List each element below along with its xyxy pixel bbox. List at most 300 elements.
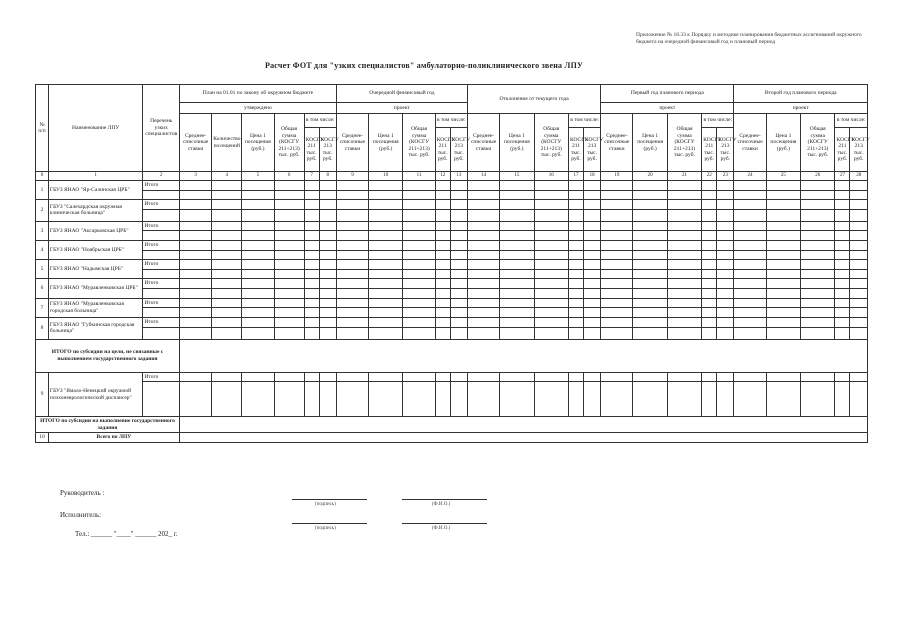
exec-fio-line bbox=[402, 523, 487, 524]
row-number: 8 bbox=[36, 318, 49, 340]
value-cell bbox=[242, 318, 274, 328]
value-cell bbox=[568, 298, 583, 308]
grand-total-values bbox=[179, 433, 867, 443]
value-cell bbox=[568, 250, 583, 260]
value-cell bbox=[583, 279, 600, 289]
value-cell bbox=[467, 260, 499, 270]
value-cell bbox=[450, 181, 467, 191]
value-cell bbox=[179, 372, 211, 382]
value-cell bbox=[450, 221, 467, 231]
value-cell bbox=[435, 221, 450, 231]
value-cell bbox=[435, 269, 450, 279]
value-cell bbox=[435, 382, 450, 417]
value-cell bbox=[583, 269, 600, 279]
value-cell bbox=[500, 382, 534, 417]
value-cell bbox=[500, 209, 534, 221]
column-number: 18 bbox=[583, 172, 600, 181]
value-cell bbox=[179, 298, 211, 308]
column-numbers-row bbox=[36, 172, 868, 181]
value-cell bbox=[336, 298, 368, 308]
value-cell bbox=[450, 372, 467, 382]
value-cell bbox=[450, 200, 467, 210]
value-cell bbox=[274, 327, 304, 339]
row-number: 2 bbox=[36, 200, 49, 222]
value-cell bbox=[143, 231, 180, 241]
exec-sign-caption: (подпись) bbox=[315, 526, 336, 531]
value-cell bbox=[734, 200, 766, 210]
value-cell bbox=[500, 240, 534, 250]
value-cell bbox=[667, 269, 701, 279]
value-cell bbox=[403, 372, 435, 382]
value-cell bbox=[601, 308, 633, 318]
value-cell bbox=[467, 269, 499, 279]
value-cell bbox=[242, 209, 274, 221]
value-cell bbox=[274, 250, 304, 260]
value-cell bbox=[435, 240, 450, 250]
header-rates: Среднее-списочные ставки bbox=[336, 114, 368, 172]
itogo-label: Итого bbox=[143, 318, 180, 328]
value-cell bbox=[336, 269, 368, 279]
value-cell bbox=[717, 200, 734, 210]
value-cell bbox=[369, 190, 403, 200]
value-cell bbox=[336, 318, 368, 328]
value-cell bbox=[801, 372, 835, 382]
value-cell bbox=[633, 250, 667, 260]
value-cell bbox=[734, 372, 766, 382]
value-cell bbox=[274, 298, 304, 308]
value-cell bbox=[801, 298, 835, 308]
table-row bbox=[36, 190, 868, 200]
value-cell bbox=[702, 269, 717, 279]
column-number: 28 bbox=[850, 172, 868, 181]
value-cell bbox=[450, 260, 467, 270]
itogo-label: Итого bbox=[143, 298, 180, 308]
value-cell bbox=[702, 279, 717, 289]
column-number: 17 bbox=[568, 172, 583, 181]
header-price: Цена 1 посещения (руб.) bbox=[633, 114, 667, 172]
institution-name: ГБУЗ ЯНАО "Надымская ЦРБ" bbox=[48, 260, 143, 279]
table-row bbox=[36, 181, 868, 191]
value-cell bbox=[274, 240, 304, 250]
value-cell bbox=[212, 382, 242, 417]
value-cell bbox=[304, 382, 319, 417]
itogo-label: Итого bbox=[143, 221, 180, 231]
table-row bbox=[36, 372, 868, 382]
value-cell bbox=[336, 327, 368, 339]
value-cell bbox=[450, 327, 467, 339]
value-cell bbox=[304, 190, 319, 200]
value-cell bbox=[319, 181, 336, 191]
value-cell bbox=[369, 269, 403, 279]
header-cosgu213: КОСГУ 213 тыс. руб. bbox=[850, 128, 868, 172]
head-label: Руководитель : bbox=[60, 489, 105, 497]
value-cell bbox=[369, 260, 403, 270]
value-cell bbox=[467, 200, 499, 210]
value-cell bbox=[403, 327, 435, 339]
value-cell bbox=[766, 240, 800, 250]
value-cell bbox=[274, 269, 304, 279]
value-cell bbox=[702, 240, 717, 250]
header-cosgu211: КОСГУ 211 тыс. руб. bbox=[702, 128, 717, 172]
value-cell bbox=[319, 298, 336, 308]
value-cell bbox=[717, 190, 734, 200]
value-cell bbox=[403, 240, 435, 250]
value-cell bbox=[242, 288, 274, 298]
value-cell bbox=[702, 190, 717, 200]
value-cell bbox=[336, 240, 368, 250]
header-deviation: Отклонение от текущего года bbox=[467, 85, 600, 114]
value-cell bbox=[369, 231, 403, 241]
value-cell bbox=[717, 221, 734, 231]
value-cell bbox=[500, 269, 534, 279]
value-cell bbox=[179, 181, 211, 191]
value-cell bbox=[336, 200, 368, 210]
row-number: 4 bbox=[36, 240, 49, 259]
value-cell bbox=[403, 308, 435, 318]
value-cell bbox=[801, 240, 835, 250]
value-cell bbox=[467, 288, 499, 298]
value-cell bbox=[336, 181, 368, 191]
value-cell bbox=[734, 288, 766, 298]
value-cell bbox=[274, 231, 304, 241]
value-cell bbox=[850, 327, 868, 339]
column-number: 21 bbox=[667, 172, 701, 181]
value-cell bbox=[467, 250, 499, 260]
value-cell bbox=[319, 327, 336, 339]
value-cell bbox=[850, 250, 868, 260]
value-cell bbox=[766, 260, 800, 270]
value-cell bbox=[274, 209, 304, 221]
value-cell bbox=[583, 382, 600, 417]
value-cell bbox=[403, 221, 435, 231]
header-total: Общая сумма (КОСГУ 211+213) тыс. руб. bbox=[667, 114, 701, 172]
value-cell bbox=[734, 221, 766, 231]
value-cell bbox=[633, 382, 667, 417]
header-cosgu213: КОСГУ 213 тыс. руб. bbox=[717, 128, 734, 172]
value-cell bbox=[500, 190, 534, 200]
value-cell bbox=[534, 279, 568, 289]
value-cell bbox=[242, 260, 274, 270]
value-cell bbox=[435, 279, 450, 289]
value-cell bbox=[850, 308, 868, 318]
column-number: 0 bbox=[36, 172, 49, 181]
value-cell bbox=[179, 327, 211, 339]
value-cell bbox=[500, 200, 534, 210]
itogo-label: Итого bbox=[143, 240, 180, 250]
value-cell bbox=[801, 190, 835, 200]
value-cell bbox=[734, 279, 766, 289]
value-cell bbox=[734, 231, 766, 241]
value-cell bbox=[403, 200, 435, 210]
value-cell bbox=[435, 318, 450, 328]
value-cell bbox=[766, 269, 800, 279]
value-cell bbox=[179, 318, 211, 328]
value-cell bbox=[583, 250, 600, 260]
value-cell bbox=[568, 181, 583, 191]
value-cell bbox=[734, 318, 766, 328]
value-cell bbox=[766, 221, 800, 231]
value-cell bbox=[633, 269, 667, 279]
value-cell bbox=[242, 190, 274, 200]
value-cell bbox=[143, 308, 180, 318]
value-cell bbox=[850, 190, 868, 200]
value-cell bbox=[801, 318, 835, 328]
value-cell bbox=[601, 269, 633, 279]
value-cell bbox=[835, 327, 850, 339]
value-cell bbox=[702, 318, 717, 328]
value-cell bbox=[369, 209, 403, 221]
value-cell bbox=[633, 372, 667, 382]
value-cell bbox=[717, 181, 734, 191]
header-incl: в том числе: bbox=[304, 114, 336, 128]
value-cell bbox=[568, 308, 583, 318]
value-cell bbox=[583, 318, 600, 328]
value-cell bbox=[304, 181, 319, 191]
value-cell bbox=[835, 190, 850, 200]
value-cell bbox=[583, 308, 600, 318]
value-cell bbox=[850, 231, 868, 241]
value-cell bbox=[534, 260, 568, 270]
value-cell bbox=[179, 288, 211, 298]
value-cell bbox=[336, 190, 368, 200]
value-cell bbox=[274, 372, 304, 382]
value-cell bbox=[835, 318, 850, 328]
value-cell bbox=[766, 288, 800, 298]
column-number: 3 bbox=[179, 172, 211, 181]
value-cell bbox=[633, 221, 667, 231]
value-cell bbox=[274, 382, 304, 417]
value-cell bbox=[801, 269, 835, 279]
column-number: 8 bbox=[319, 172, 336, 181]
value-cell bbox=[500, 298, 534, 308]
value-cell bbox=[835, 372, 850, 382]
value-cell bbox=[403, 382, 435, 417]
value-cell bbox=[274, 308, 304, 318]
institution-name: ГБУЗ "Салехардская окружная клиническая больница" bbox=[48, 200, 143, 222]
value-cell bbox=[336, 221, 368, 231]
value-cell bbox=[179, 250, 211, 260]
value-cell bbox=[568, 279, 583, 289]
value-cell bbox=[850, 240, 868, 250]
value-cell bbox=[633, 318, 667, 328]
value-cell bbox=[801, 250, 835, 260]
value-cell bbox=[143, 269, 180, 279]
column-number: 27 bbox=[835, 172, 850, 181]
column-number: 13 bbox=[450, 172, 467, 181]
phone-date-line: Тел.: ______ "____" ______ 202_ г. bbox=[75, 530, 178, 538]
value-cell bbox=[801, 308, 835, 318]
value-cell bbox=[500, 279, 534, 289]
value-cell bbox=[801, 181, 835, 191]
value-cell bbox=[319, 279, 336, 289]
value-cell bbox=[667, 221, 701, 231]
fot-table bbox=[35, 84, 868, 443]
header-first-year: Первый год планового периода bbox=[601, 85, 734, 103]
value-cell bbox=[274, 200, 304, 210]
value-cell bbox=[319, 308, 336, 318]
value-cell bbox=[734, 260, 766, 270]
value-cell bbox=[717, 382, 734, 417]
value-cell bbox=[274, 318, 304, 328]
value-cell bbox=[633, 240, 667, 250]
header-incl: в том числе: bbox=[835, 114, 868, 128]
header-price: Цена 1 посещения (руб.) bbox=[242, 114, 274, 172]
table-row bbox=[36, 288, 868, 298]
value-cell bbox=[304, 279, 319, 289]
header-cosgu211: КОСГУ 211 тыс. руб. bbox=[568, 128, 583, 172]
value-cell bbox=[435, 327, 450, 339]
value-cell bbox=[435, 209, 450, 221]
value-cell bbox=[467, 181, 499, 191]
value-cell bbox=[500, 327, 534, 339]
value-cell bbox=[369, 318, 403, 328]
value-cell bbox=[403, 250, 435, 260]
value-cell bbox=[242, 298, 274, 308]
value-cell bbox=[179, 221, 211, 231]
header-rates: Среднее-списочные ставки bbox=[179, 114, 211, 172]
value-cell bbox=[534, 269, 568, 279]
value-cell bbox=[435, 231, 450, 241]
value-cell bbox=[304, 231, 319, 241]
header-total: Общая сумма (КОСГУ 211+213) тыс. руб. bbox=[274, 114, 304, 172]
value-cell bbox=[435, 190, 450, 200]
header-positions: Перечень узких специалистов bbox=[143, 85, 180, 172]
value-cell bbox=[717, 327, 734, 339]
value-cell bbox=[702, 181, 717, 191]
header-num: № п/п bbox=[36, 85, 49, 172]
value-cell bbox=[467, 382, 499, 417]
value-cell bbox=[534, 250, 568, 260]
value-cell bbox=[319, 260, 336, 270]
value-cell bbox=[766, 279, 800, 289]
value-cell bbox=[766, 298, 800, 308]
value-cell bbox=[403, 279, 435, 289]
header-cosgu211: КОСГУ 211 тыс. руб. bbox=[435, 128, 450, 172]
value-cell bbox=[336, 231, 368, 241]
value-cell bbox=[717, 250, 734, 260]
value-cell bbox=[336, 260, 368, 270]
value-cell bbox=[179, 382, 211, 417]
value-cell bbox=[336, 308, 368, 318]
value-cell bbox=[403, 209, 435, 221]
value-cell bbox=[467, 231, 499, 241]
value-cell bbox=[801, 221, 835, 231]
value-cell bbox=[534, 221, 568, 231]
value-cell bbox=[583, 298, 600, 308]
row-number: 1 bbox=[36, 181, 49, 200]
header-incl: в том числе: bbox=[702, 114, 734, 128]
row-number: 6 bbox=[36, 279, 49, 298]
value-cell bbox=[717, 279, 734, 289]
value-cell bbox=[467, 190, 499, 200]
value-cell bbox=[534, 190, 568, 200]
value-cell bbox=[766, 327, 800, 339]
value-cell bbox=[242, 372, 274, 382]
value-cell bbox=[850, 200, 868, 210]
value-cell bbox=[835, 298, 850, 308]
head-sign-caption: (подпись) bbox=[315, 502, 336, 507]
value-cell bbox=[601, 288, 633, 298]
value-cell bbox=[500, 181, 534, 191]
value-cell bbox=[274, 279, 304, 289]
value-cell bbox=[534, 372, 568, 382]
value-cell bbox=[717, 298, 734, 308]
value-cell bbox=[369, 298, 403, 308]
header-cosgu211: КОСГУ 211 тыс. руб. bbox=[835, 128, 850, 172]
value-cell bbox=[467, 279, 499, 289]
value-cell bbox=[369, 250, 403, 260]
value-cell bbox=[212, 231, 242, 241]
value-cell bbox=[702, 209, 717, 221]
value-cell bbox=[667, 288, 701, 298]
header-total: Общая сумма (КОСГУ 211+213) тыс. руб. bbox=[801, 114, 835, 172]
value-cell bbox=[143, 190, 180, 200]
value-cell bbox=[319, 250, 336, 260]
subtotal-state-values bbox=[179, 417, 867, 433]
value-cell bbox=[274, 190, 304, 200]
column-number: 12 bbox=[435, 172, 450, 181]
value-cell bbox=[319, 382, 336, 417]
value-cell bbox=[403, 288, 435, 298]
value-cell bbox=[702, 231, 717, 241]
value-cell bbox=[242, 221, 274, 231]
value-cell bbox=[450, 269, 467, 279]
value-cell bbox=[835, 308, 850, 318]
value-cell bbox=[304, 327, 319, 339]
value-cell bbox=[568, 318, 583, 328]
value-cell bbox=[304, 269, 319, 279]
column-number: 1 bbox=[48, 172, 143, 181]
grand-total-label: Всего по ЛПУ bbox=[48, 433, 179, 443]
value-cell bbox=[717, 269, 734, 279]
header-cosgu213: КОСГУ 213 тыс. руб. bbox=[583, 128, 600, 172]
value-cell bbox=[212, 260, 242, 270]
itogo-label: Итого bbox=[143, 181, 180, 191]
value-cell bbox=[212, 308, 242, 318]
value-cell bbox=[801, 382, 835, 417]
value-cell bbox=[850, 209, 868, 221]
value-cell bbox=[500, 231, 534, 241]
table-row bbox=[36, 279, 868, 289]
value-cell bbox=[242, 200, 274, 210]
value-cell bbox=[734, 240, 766, 250]
value-cell bbox=[801, 327, 835, 339]
value-cell bbox=[242, 327, 274, 339]
value-cell bbox=[304, 318, 319, 328]
value-cell bbox=[667, 209, 701, 221]
value-cell bbox=[601, 181, 633, 191]
header-cosgu213: КОСГУ 213 тыс. руб. bbox=[319, 128, 336, 172]
value-cell bbox=[212, 240, 242, 250]
value-cell bbox=[534, 382, 568, 417]
value-cell bbox=[717, 318, 734, 328]
value-cell bbox=[667, 190, 701, 200]
head-sign-line bbox=[292, 499, 367, 500]
value-cell bbox=[801, 279, 835, 289]
value-cell bbox=[212, 372, 242, 382]
value-cell bbox=[179, 200, 211, 210]
value-cell bbox=[500, 372, 534, 382]
value-cell bbox=[435, 260, 450, 270]
value-cell bbox=[212, 181, 242, 191]
column-number: 25 bbox=[766, 172, 800, 181]
value-cell bbox=[766, 318, 800, 328]
value-cell bbox=[702, 260, 717, 270]
value-cell bbox=[534, 288, 568, 298]
value-cell bbox=[568, 382, 583, 417]
itogo-label: Итого bbox=[143, 372, 180, 382]
value-cell bbox=[143, 209, 180, 221]
